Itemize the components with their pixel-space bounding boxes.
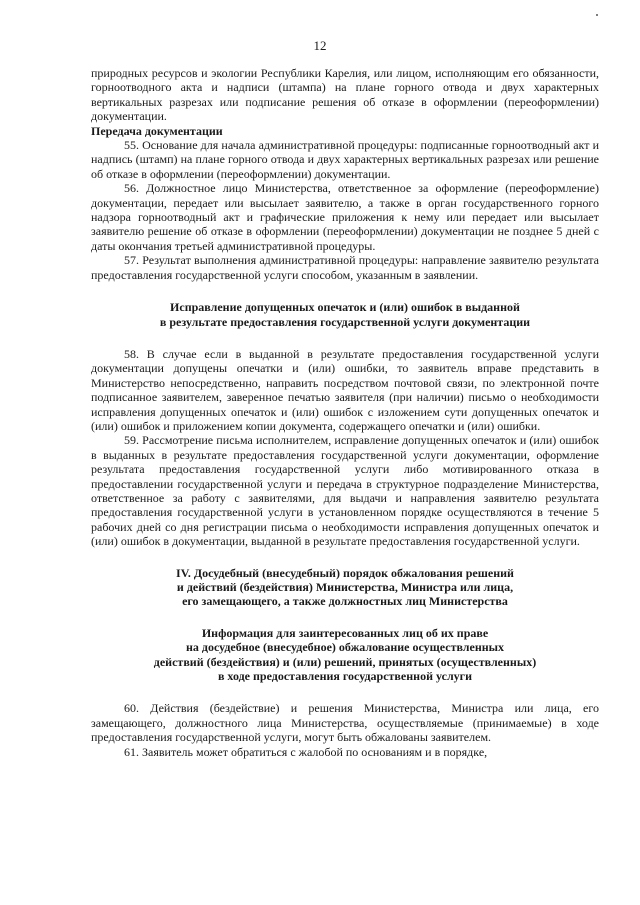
heading-info-line: действий (бездействия) и (или) решений, принятых (осуществленных) [153,654,537,669]
page-number: 12 [313,38,327,53]
paragraph-58: 58. В случае если в выданной в результате предоставления государственной услуги документации допущены опечатки и (или) ошибки, то заявитель вправе представить в Министерство непосредственно, направить посредством почтовой связи, по электронной почте подписанное заявителем, заверенное печатью заявителя (при наличии) письмо о необходимости исправления допущенных опечаток и (или) ошибок с изложением сути допущенных опечаток и (или) ошибок и приложением копии документа, содержащего опечатки и (или) ошибки. [91,346,599,433]
scan-speck [596,14,598,16]
heading-correction-line: в результате предоставления государственной услуги документации [159,314,531,329]
heading-section-4-line: его замещающего, а также должностных лиц Министерства [182,594,508,609]
document-body [91,66,599,759]
heading-transfer: Передача документации [91,123,223,138]
heading-correction-line: Исправление допущенных опечаток и (или) ошибок в выданной [170,300,520,315]
paragraph-57: 57. Результат выполнения административной процедуры: направление заявителю результата предоставления государственной услуги способом, указанным в заявлении. [91,253,599,282]
paragraph-59: 59. Рассмотрение письма исполнителем, исправление допущенных опечаток и (или) ошибок в выданных в результате предоставления государственной услуги документации, оформление результата предоставления государственной услуги либо мотивированного отказа в предоставлении государственной услуги и передача в структурное подразделение Министерства, ответственное за работу с заявителями, для выдачи и направления заявителю результата предоставления государственной услуги в установленном порядке осуществляются в течение 5 рабочих дней со дня регистрации письма о необходимости исправления допущенных опечаток и (или) ошибок в документации, выданной в результате предоставления государственной услуги. [91,433,599,549]
heading-section-4-line: IV. Досудебный (внесудебный) порядок обжалования решений [176,565,514,580]
paragraph-60: 60. Действия (бездействие) и решения Министерства, Министра или лица, его замещающего, должностного лица Министерства, осуществляемые (принимаемые) в ходе предоставления государственной услуги, могут быть обжалованы заявителем. [91,701,599,745]
paragraph-55: 55. Основание для начала административной процедуры: подписанные горноотводный акт и надпись (штамп) на плане горного отвода и двух характерных вертикальных разрезах или решение об отказе в оформлении (переоформлении) документации. [91,138,599,181]
heading-correction [91,300,599,329]
heading-info-line: Информация для заинтересованных лиц об их праве [201,625,489,640]
heading-section-4 [91,566,599,609]
heading-info-line: на досудебное (внесудебное) обжалование осуществленных [185,640,505,655]
heading-info [91,626,599,684]
intro-paragraph: природных ресурсов и экологии Республики Карелия, или лицом, исполняющим его обязанности, горноотводного акта и надписи (штампа) на плане горного отвода и двух характерных вертикальных разрезах или подписание решения об отказе в оформлении (переоформлении) документации. [91,66,599,124]
paragraph-61: 61. Заявитель может обратиться с жалобой по основаниям и в порядке, [124,744,488,759]
paragraph-56: 56. Должностное лицо Министерства, ответственное за оформление (переоформление) документации, передает или высылает заявителю, а также в орган государственного горного надзора горноотводный акт и графические приложения к нему или передает или высылает заявителю решение об отказе в оформлении (переоформлении) документации не позднее 5 дней с даты окончания третьей административной процедуры. [91,181,599,253]
heading-info-line: в ходе предоставления государственной услуги [217,669,473,684]
heading-section-4-line: и действий (бездействия) Министерства, Министра или лица, [176,580,514,594]
